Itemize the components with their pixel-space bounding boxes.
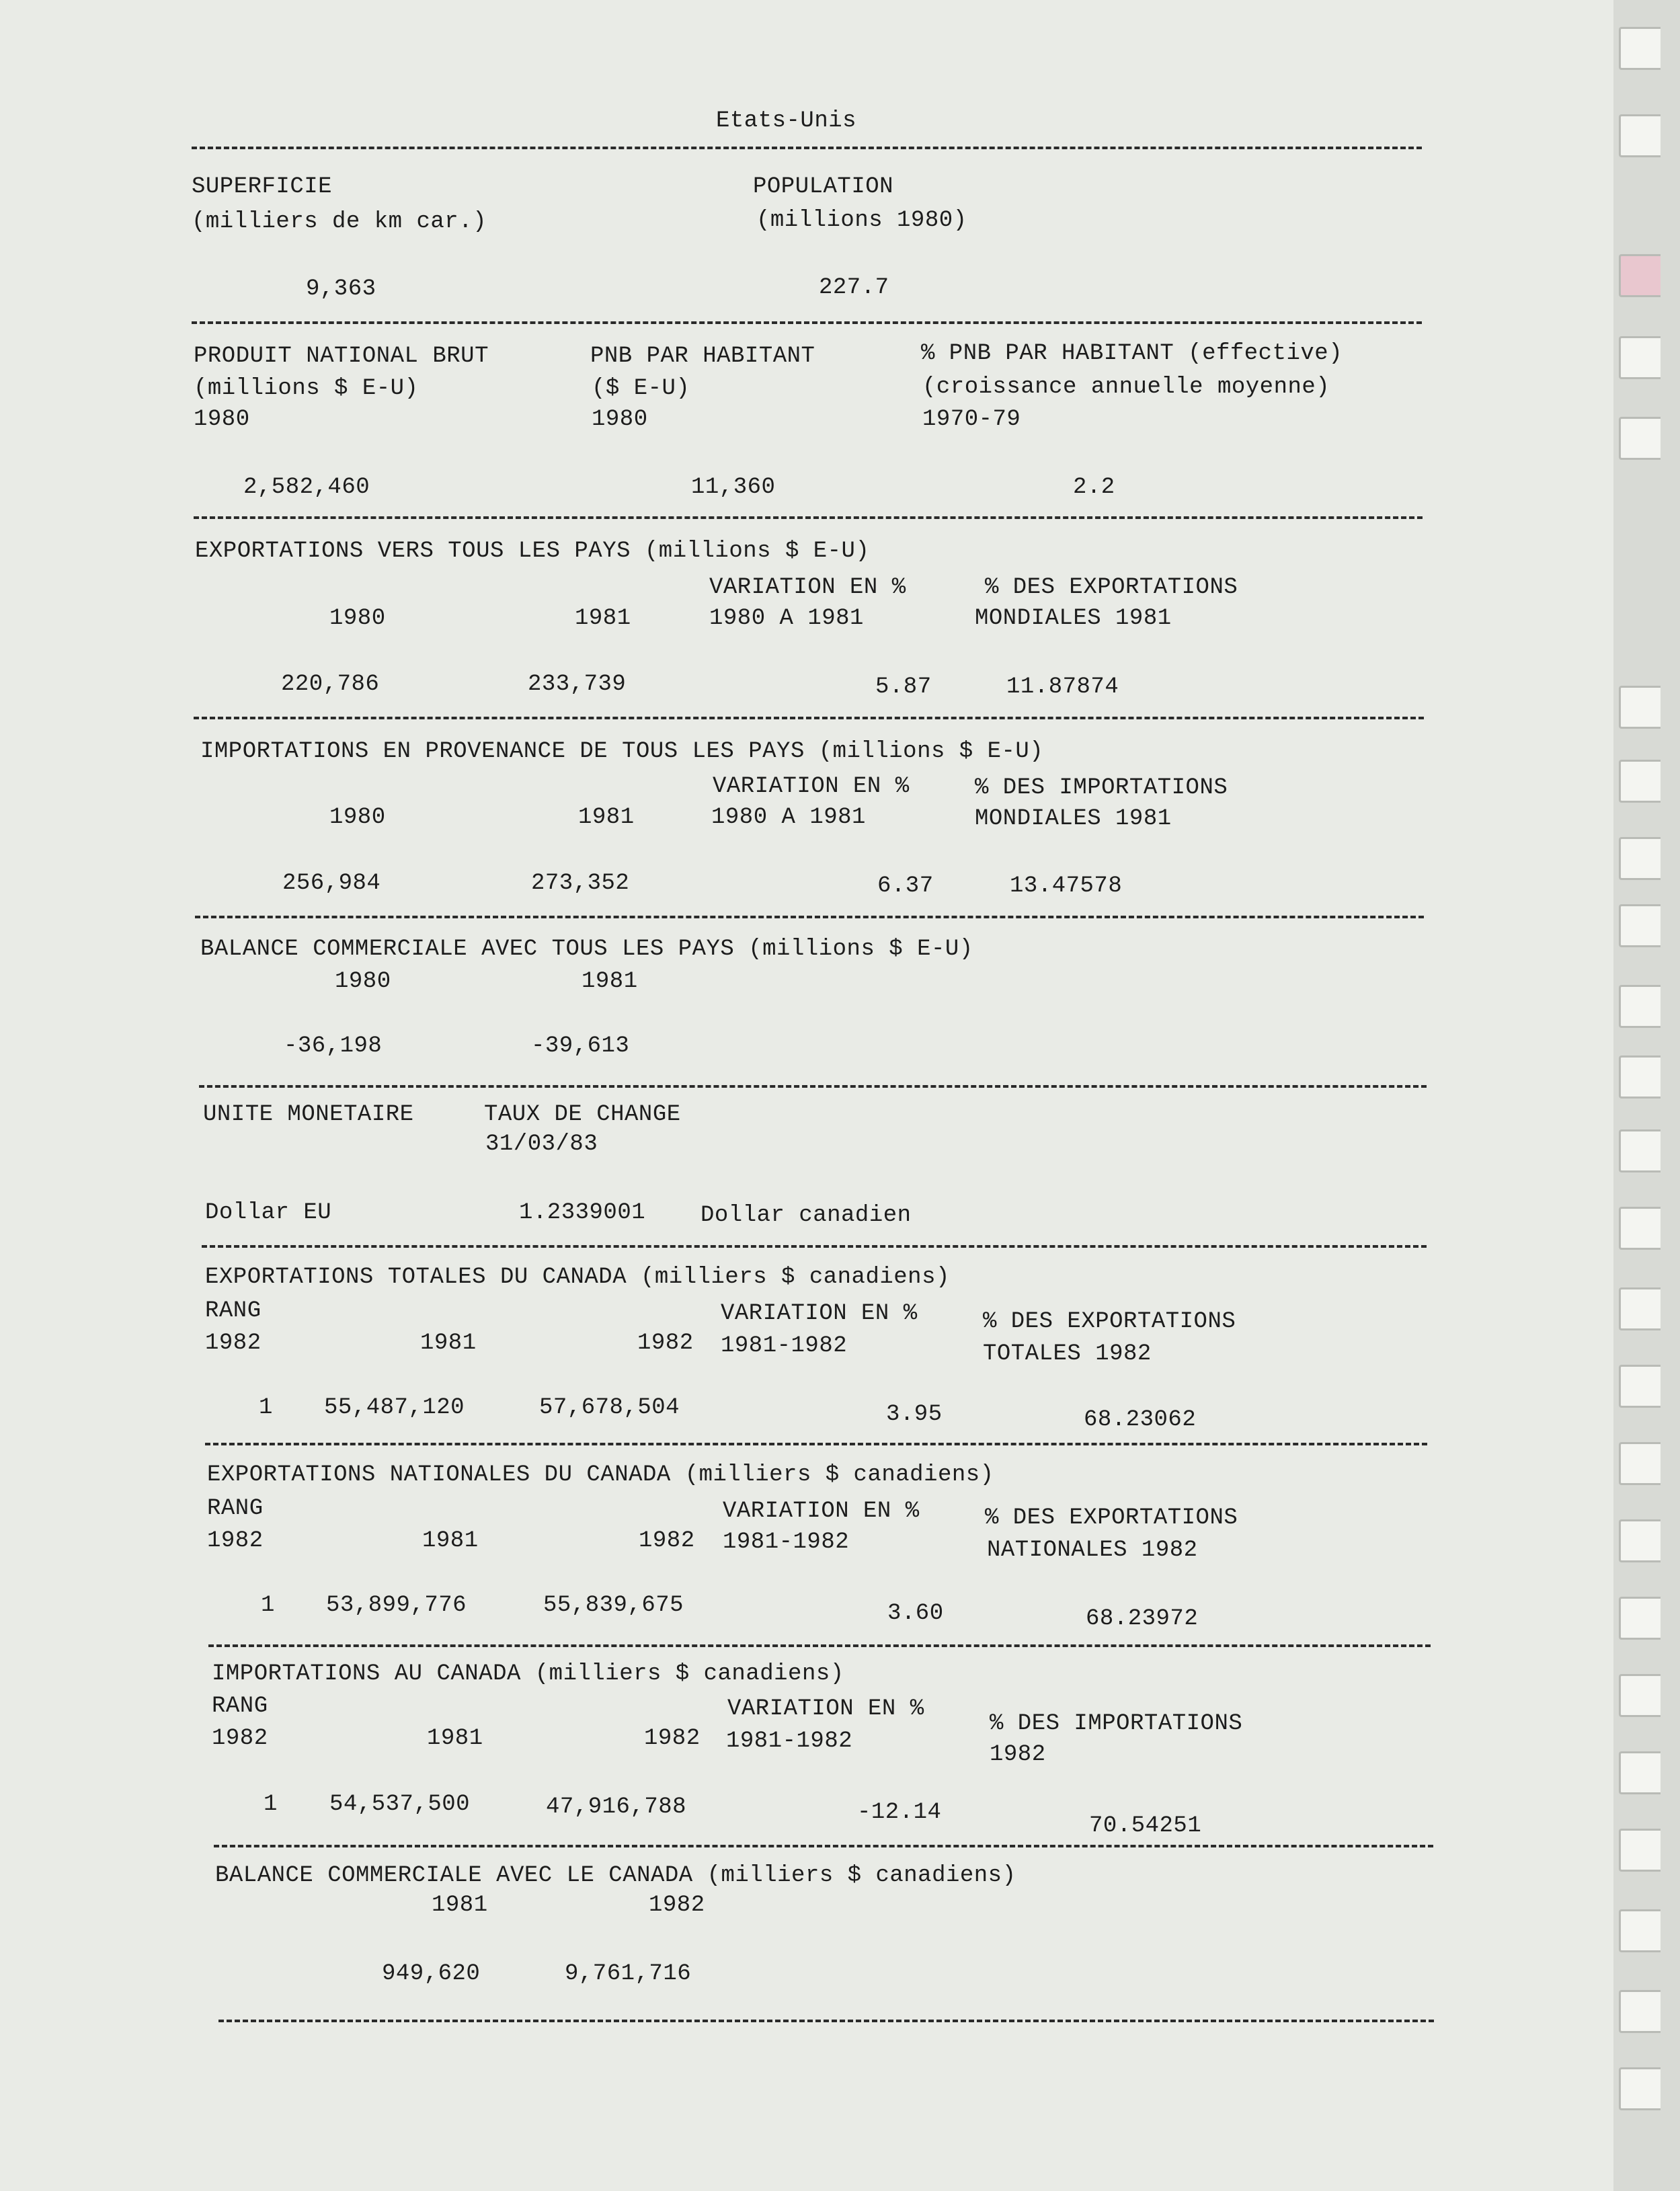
divider — [218, 2020, 1434, 2022]
pnb-year: 1980 — [194, 407, 250, 432]
binding-ring — [1619, 1519, 1661, 1562]
binding-ring — [1619, 417, 1661, 460]
imports-ca-rank-year: 1982 — [212, 1726, 268, 1751]
exchange-rate-label: TAUX DE CHANGE — [484, 1102, 681, 1127]
exports-ca-rank-header: RANG — [205, 1298, 262, 1324]
exports-ca-year-1: 1981 — [420, 1330, 477, 1356]
divider — [214, 1845, 1433, 1847]
divider — [208, 1644, 1431, 1647]
imports-all-variation: 6.37 — [877, 873, 934, 899]
exports-all-title: EXPORTATIONS VERS TOUS LES PAYS (millions $ E-U) — [195, 539, 870, 564]
exports-nat-title: EXPORTATIONS NATIONALES DU CANADA (milliers $ canadiens) — [207, 1462, 994, 1488]
divider — [205, 1443, 1427, 1445]
exports-all-pct-header: % DES EXPORTATIONS — [985, 575, 1238, 600]
imports-all-var-period: 1980 A 1981 — [711, 805, 866, 830]
exports-all-variation: 5.87 — [875, 674, 932, 700]
superficie-unit: (milliers de km car.) — [192, 209, 487, 235]
exchange-rate-value: 1.2339001 — [519, 1200, 646, 1226]
population-label: POPULATION — [753, 174, 894, 200]
binding-ring — [1619, 1287, 1661, 1330]
exports-nat-year-1: 1981 — [422, 1528, 479, 1554]
pnb-growth-label: % PNB PAR HABITANT (effective) — [921, 341, 1343, 366]
binding-ring — [1619, 760, 1661, 803]
exports-nat-pct-period: NATIONALES 1982 — [987, 1538, 1198, 1563]
binding-ring — [1619, 1365, 1661, 1408]
exports-ca-title: EXPORTATIONS TOTALES DU CANADA (milliers $ canadiens) — [205, 1265, 950, 1290]
imports-all-value-2: 273,352 — [531, 871, 630, 896]
imports-ca-value-1: 54,537,500 — [329, 1792, 471, 1817]
balance-ca-year-1: 1981 — [432, 1893, 488, 1918]
exports-ca-year-2: 1982 — [637, 1330, 694, 1356]
binding-ring — [1619, 1597, 1661, 1640]
pnb-growth-unit: (croissance annuelle moyenne) — [922, 374, 1330, 400]
exports-all-pct-period: MONDIALES 1981 — [975, 606, 1172, 631]
imports-ca-var-header: VARIATION EN % — [727, 1696, 924, 1722]
binding-ring — [1619, 1829, 1661, 1872]
exports-all-var-period: 1980 A 1981 — [709, 606, 864, 631]
exports-ca-value-2: 57,678,504 — [539, 1395, 680, 1421]
exports-ca-variation: 3.95 — [886, 1402, 943, 1427]
binding-ring — [1619, 114, 1661, 157]
pnb-hab-year: 1980 — [592, 407, 648, 432]
exports-nat-pct-header: % DES EXPORTATIONS — [985, 1505, 1238, 1531]
pnb-unit: (millions $ E-U) — [194, 376, 419, 401]
pnb-value: 2,582,460 — [243, 475, 370, 500]
binding-ring — [1619, 1751, 1661, 1794]
imports-all-year-2: 1981 — [578, 805, 635, 830]
population-unit: (millions 1980) — [756, 208, 967, 233]
exports-nat-rank-year: 1982 — [207, 1528, 264, 1554]
exports-nat-var-period: 1981-1982 — [723, 1529, 850, 1555]
binding-ring — [1619, 686, 1661, 729]
binding-ring — [1619, 985, 1661, 1028]
superficie-value: 9,363 — [306, 276, 376, 302]
imports-ca-pct-period: 1982 — [990, 1742, 1046, 1767]
imports-ca-rank: 1 — [264, 1792, 278, 1817]
exports-ca-var-header: VARIATION EN % — [721, 1301, 918, 1326]
exports-ca-var-period: 1981-1982 — [721, 1333, 848, 1359]
pnb-growth-year: 1970-79 — [922, 407, 1021, 432]
balance-all-year-2: 1981 — [582, 969, 638, 994]
binding-ring — [1619, 1442, 1661, 1485]
balance-ca-value-2: 9,761,716 — [565, 1961, 692, 1987]
exports-nat-rank-header: RANG — [207, 1496, 264, 1521]
binding-ring — [1619, 1909, 1661, 1952]
exports-all-year-1: 1980 — [329, 606, 386, 631]
pnb-growth-value: 2.2 — [1073, 475, 1115, 500]
divider — [195, 916, 1424, 918]
balance-all-value-1: -36,198 — [284, 1033, 383, 1059]
currency-unit: Dollar EU — [205, 1200, 332, 1226]
population-value: 227.7 — [819, 275, 889, 301]
exports-nat-share: 68.23972 — [1086, 1606, 1199, 1632]
exports-all-share: 11.87874 — [1006, 674, 1119, 700]
pnb-hab-unit: ($ E-U) — [592, 376, 690, 401]
exports-nat-rank: 1 — [261, 1593, 275, 1618]
exports-ca-rank-year: 1982 — [205, 1330, 262, 1356]
binding-ring — [1619, 1207, 1661, 1250]
imports-all-title: IMPORTATIONS EN PROVENANCE DE TOUS LES PAYS (millions $ E-U) — [200, 739, 1044, 764]
imports-ca-share: 70.54251 — [1089, 1813, 1202, 1839]
binding-ring — [1619, 27, 1661, 70]
exchange-rate-date: 31/03/83 — [485, 1131, 598, 1157]
exports-all-value-2: 233,739 — [528, 672, 627, 697]
page-title: Etats-Unis — [716, 108, 857, 134]
binding-ring — [1619, 2067, 1661, 2110]
balance-ca-title: BALANCE COMMERCIALE AVEC LE CANADA (milliers $ canadiens) — [215, 1863, 1016, 1888]
exports-ca-pct-header: % DES EXPORTATIONS — [983, 1309, 1236, 1334]
divider — [194, 717, 1424, 719]
exports-ca-share: 68.23062 — [1084, 1407, 1197, 1433]
currency-label: UNITE MONETAIRE — [203, 1102, 414, 1127]
imports-ca-var-period: 1981-1982 — [726, 1728, 853, 1754]
imports-all-share: 13.47578 — [1010, 873, 1123, 899]
imports-ca-value-2: 47,916,788 — [546, 1794, 687, 1820]
imports-ca-rank-header: RANG — [212, 1694, 268, 1719]
pnb-label: PRODUIT NATIONAL BRUT — [194, 344, 489, 369]
binding-ring — [1619, 1674, 1661, 1717]
imports-all-pct-period: MONDIALES 1981 — [975, 806, 1172, 832]
pnb-hab-label: PNB PAR HABITANT — [590, 344, 815, 369]
divider — [199, 1085, 1427, 1088]
exports-all-var-header: VARIATION EN % — [709, 575, 906, 600]
binding-ring — [1619, 1129, 1661, 1172]
exports-nat-value-1: 53,899,776 — [326, 1593, 467, 1618]
balance-all-value-2: -39,613 — [531, 1033, 630, 1059]
exports-all-year-2: 1981 — [575, 606, 631, 631]
imports-all-year-1: 1980 — [329, 805, 386, 830]
exports-ca-pct-period: TOTALES 1982 — [983, 1341, 1152, 1367]
imports-ca-variation: -12.14 — [857, 1800, 942, 1825]
balance-ca-year-2: 1982 — [649, 1893, 705, 1918]
binding-ring — [1619, 1055, 1661, 1099]
imports-ca-year-2: 1982 — [644, 1726, 701, 1751]
imports-all-value-1: 256,984 — [282, 871, 381, 896]
exports-nat-year-2: 1982 — [639, 1528, 695, 1554]
superficie-label: SUPERFICIE — [192, 174, 333, 200]
imports-ca-year-1: 1981 — [427, 1726, 483, 1751]
binding-ring — [1619, 1990, 1661, 2033]
pnb-hab-value: 11,360 — [691, 475, 776, 500]
balance-ca-value-1: 949,620 — [382, 1961, 481, 1987]
binding-ring — [1619, 336, 1661, 379]
divider — [194, 516, 1423, 519]
binding-ring — [1619, 254, 1661, 297]
exchange-rate-target: Dollar canadien — [701, 1203, 912, 1228]
imports-ca-pct-header: % DES IMPORTATIONS — [990, 1711, 1243, 1737]
exports-all-value-1: 220,786 — [281, 672, 380, 697]
imports-all-var-header: VARIATION EN % — [713, 774, 910, 799]
exports-ca-rank: 1 — [259, 1395, 273, 1421]
binding-ring — [1619, 837, 1661, 880]
imports-all-pct-header: % DES IMPORTATIONS — [975, 775, 1228, 801]
exports-ca-value-1: 55,487,120 — [324, 1395, 465, 1421]
divider — [192, 147, 1422, 149]
balance-all-year-1: 1980 — [335, 969, 391, 994]
exports-nat-value-2: 55,839,675 — [543, 1593, 684, 1618]
divider — [202, 1245, 1427, 1248]
exports-nat-variation: 3.60 — [887, 1601, 944, 1626]
exports-nat-var-header: VARIATION EN % — [723, 1499, 920, 1524]
divider — [192, 321, 1422, 324]
imports-ca-title: IMPORTATIONS AU CANADA (milliers $ canadiens) — [212, 1661, 844, 1687]
balance-all-title: BALANCE COMMERCIALE AVEC TOUS LES PAYS (millions $ E-U) — [200, 937, 973, 962]
binding-ring — [1619, 904, 1661, 947]
